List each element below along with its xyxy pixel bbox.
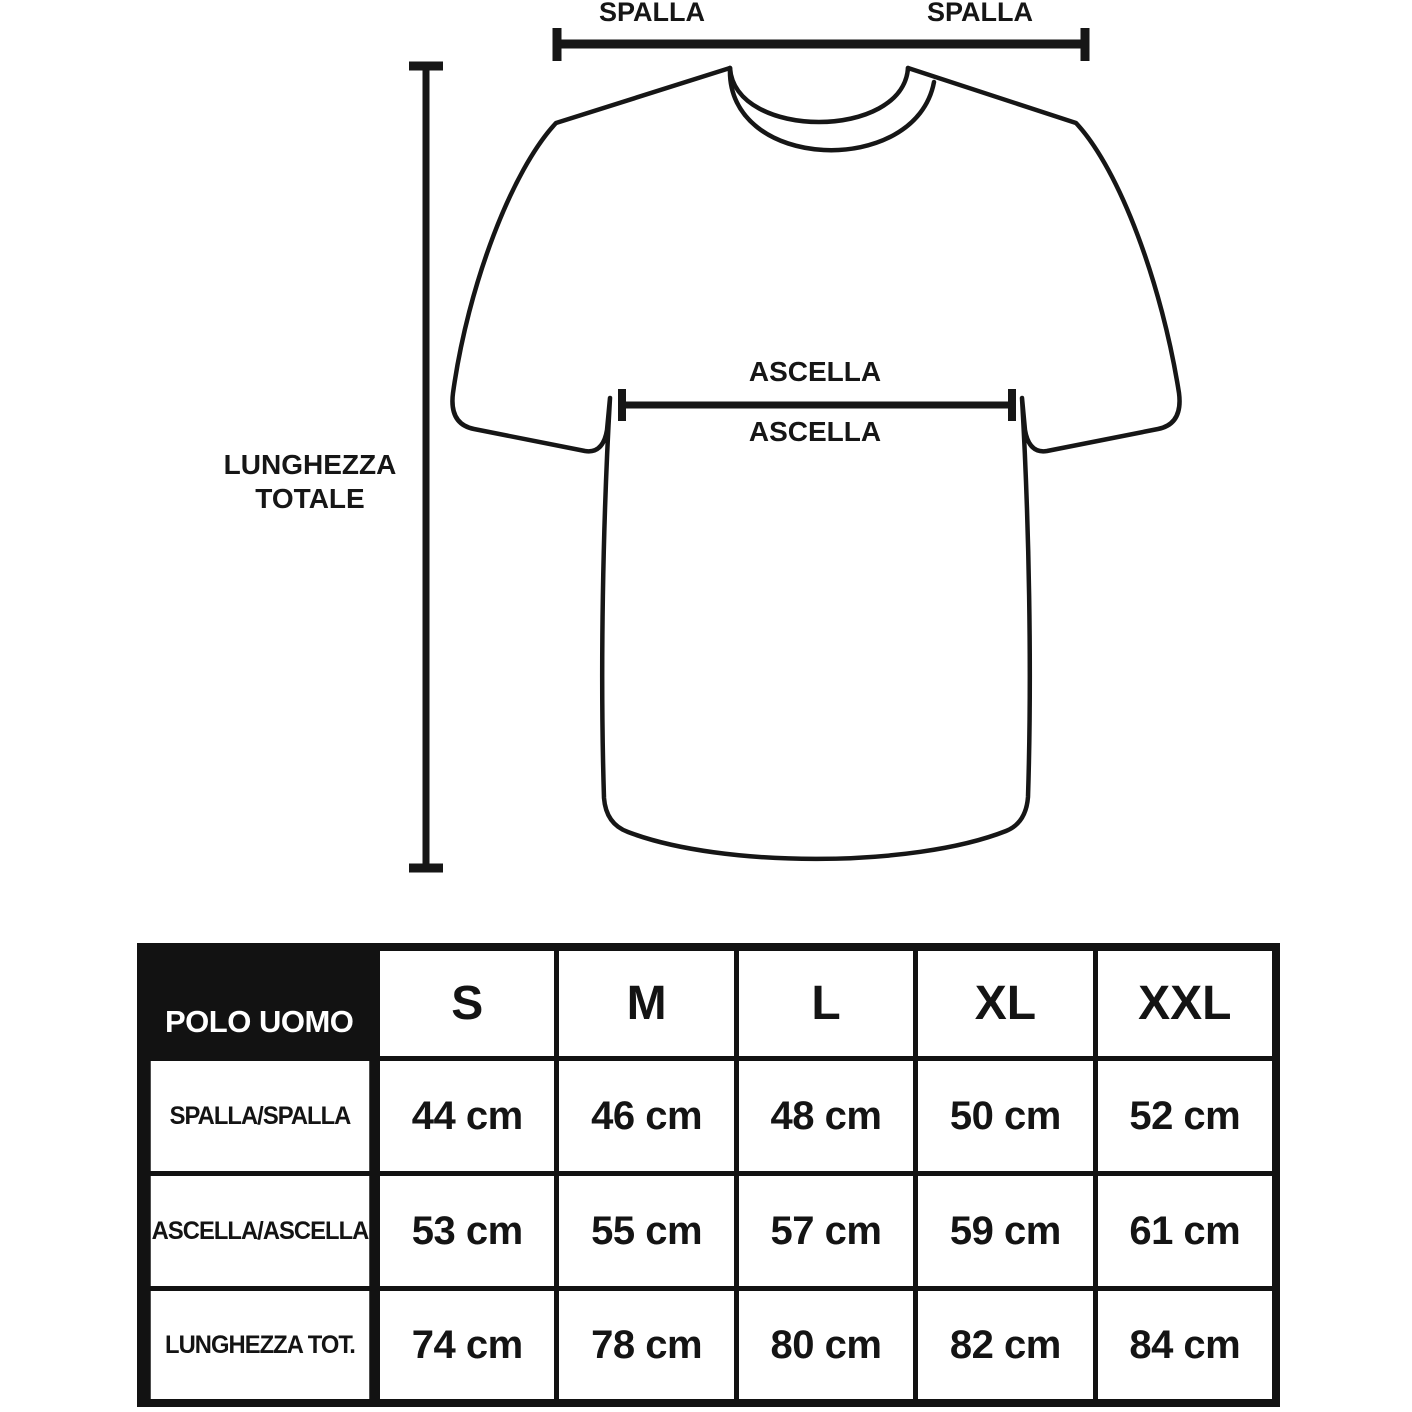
lunghezza-label-line2: TOTALE xyxy=(255,483,365,514)
value-lunghezza-l: 80 cm xyxy=(739,1291,913,1399)
size-column-header-xxl: XXL xyxy=(1098,951,1272,1056)
spalla-label-left: SPALLA xyxy=(599,0,705,27)
value-lunghezza-xxl: 84 cm xyxy=(1098,1291,1272,1399)
spalla-measure-line xyxy=(557,28,1085,61)
size-column-header-xl: XL xyxy=(918,951,1092,1056)
value-spalla-xl: 50 cm xyxy=(918,1061,1092,1171)
size-column-header-m: M xyxy=(559,951,733,1056)
row-label-lunghezza-tot: LUNGHEZZA TOT. xyxy=(151,1291,370,1399)
value-ascella-m: 55 cm xyxy=(559,1176,733,1286)
row-label-ascella-ascella: ASCELLA/ASCELLA xyxy=(151,1176,370,1286)
size-column-header-l: L xyxy=(739,951,913,1056)
value-lunghezza-s: 74 cm xyxy=(380,1291,554,1399)
tshirt-outline-path xyxy=(452,68,1179,859)
row-label-spalla-spalla: SPALLA/SPALLA xyxy=(151,1061,370,1171)
ascella-label-top: ASCELLA xyxy=(748,356,882,387)
lunghezza-totale-label xyxy=(205,448,415,516)
ascella-label-bottom: ASCELLA xyxy=(748,416,882,447)
value-ascella-xl: 59 cm xyxy=(918,1176,1092,1286)
collar-inner-curve xyxy=(730,68,908,122)
value-ascella-xxl: 61 cm xyxy=(1098,1176,1272,1286)
size-column-header-s: S xyxy=(380,951,554,1056)
value-spalla-m: 46 cm xyxy=(559,1061,733,1171)
value-lunghezza-m: 78 cm xyxy=(559,1291,733,1399)
value-spalla-xxl: 52 cm xyxy=(1098,1061,1272,1171)
lunghezza-label-line1: LUNGHEZZA xyxy=(223,449,397,480)
value-spalla-l: 48 cm xyxy=(739,1061,913,1171)
spalla-label-right: SPALLA xyxy=(927,0,1033,27)
value-spalla-s: 44 cm xyxy=(380,1061,554,1171)
value-ascella-s: 53 cm xyxy=(380,1176,554,1286)
table-product-header: POLO UOMO xyxy=(145,951,375,1056)
size-table xyxy=(137,943,1280,1407)
value-lunghezza-xl: 82 cm xyxy=(918,1291,1092,1399)
value-ascella-l: 57 cm xyxy=(739,1176,913,1286)
